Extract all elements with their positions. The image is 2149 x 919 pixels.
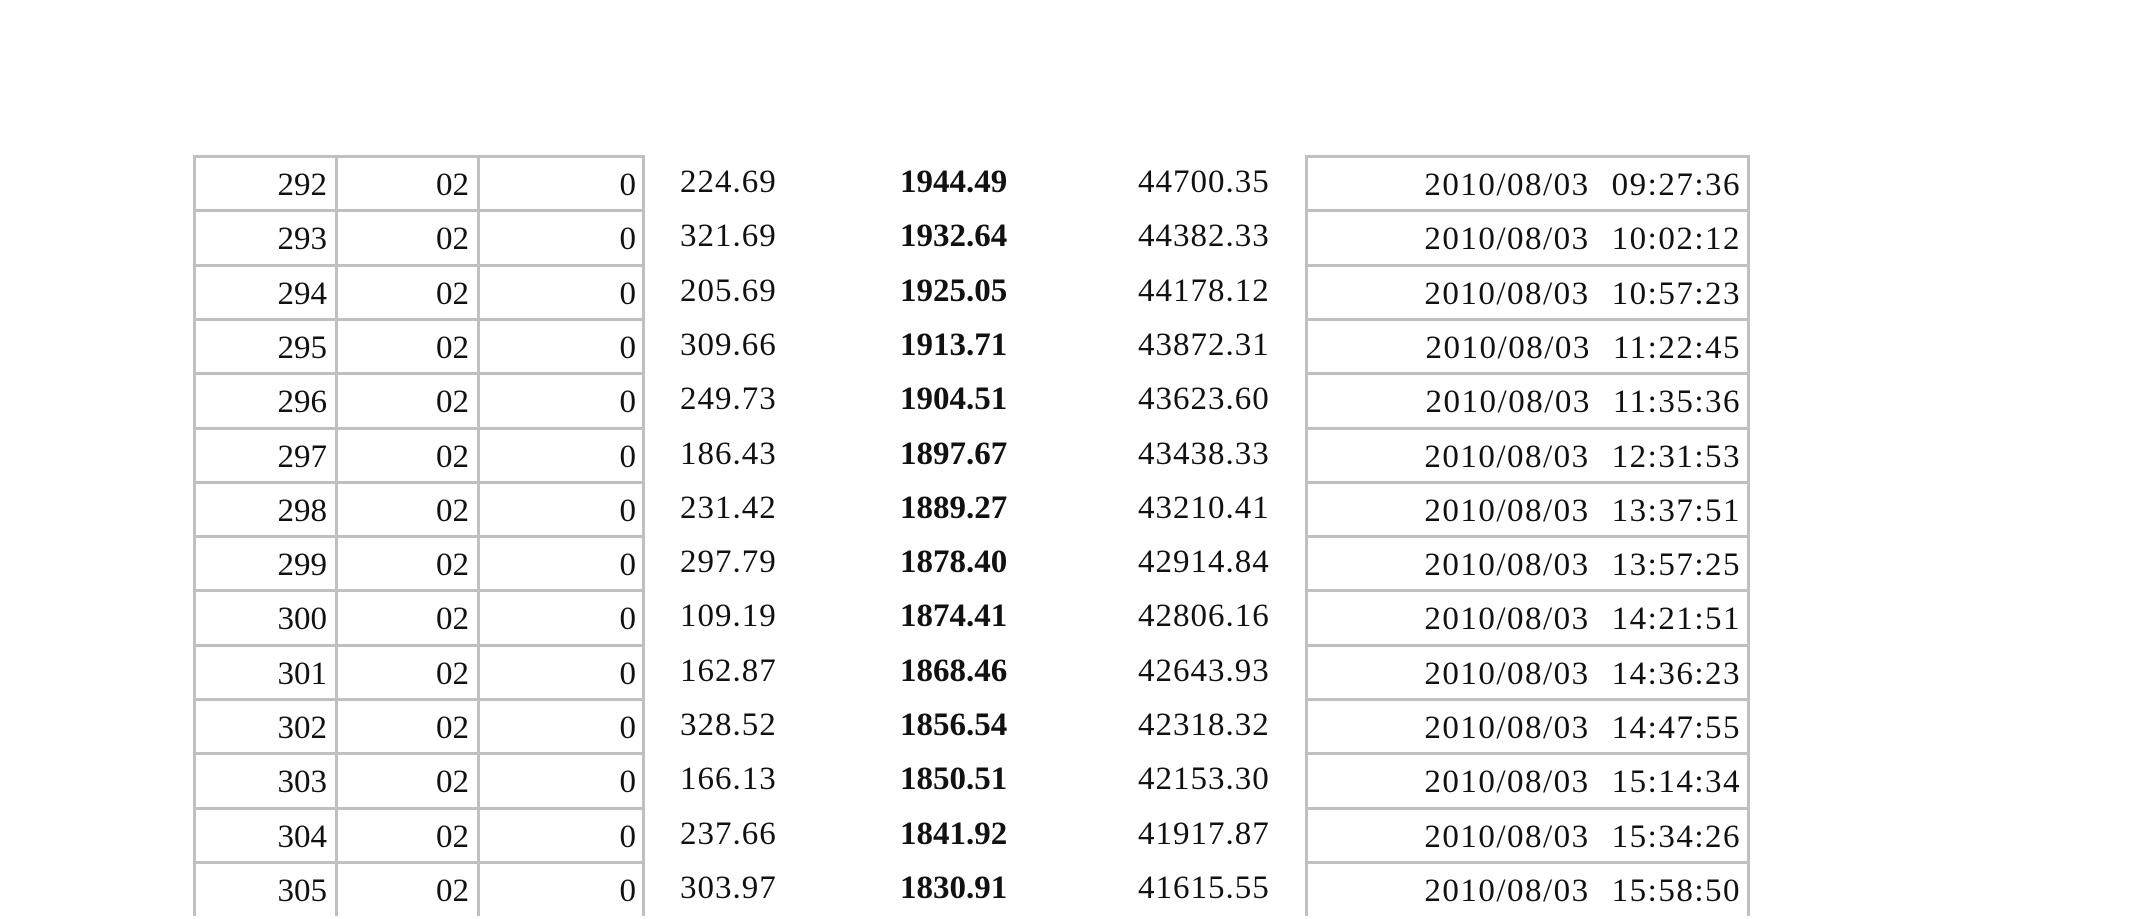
timestamp-time: 13:57:25	[1611, 547, 1741, 584]
cell-timestamp	[1305, 644, 1750, 699]
cell-value-b: 1850.51	[900, 761, 1008, 798]
timestamp-date: 2010/08/03	[1424, 818, 1590, 855]
cell-id: 293	[193, 209, 338, 264]
cell-value-c: 44382.33	[1138, 218, 1270, 255]
cell-timestamp	[1305, 318, 1750, 373]
cell-value-a: 249.73	[680, 381, 777, 418]
cell-value-a: 186.43	[680, 435, 777, 472]
timestamp-time: 14:47:55	[1611, 710, 1741, 746]
cell-flag: 0	[477, 589, 645, 644]
timestamp-date: 2010/08/03	[1424, 167, 1590, 203]
cell-code: 02	[335, 807, 480, 862]
cell-value-c: 42643.93	[1138, 652, 1270, 689]
table-row	[193, 372, 1893, 427]
cell-value-c: 42153.30	[1138, 761, 1270, 798]
timestamp-date: 2010/08/03	[1425, 384, 1591, 421]
cell-timestamp	[1305, 807, 1750, 862]
table-row	[193, 427, 1893, 482]
cell-id: 302	[193, 698, 338, 753]
cell-value-b: 1874.41	[900, 598, 1008, 635]
cell-timestamp	[1305, 372, 1750, 427]
table-row	[193, 535, 1893, 590]
cell-timestamp	[1305, 209, 1750, 264]
cell-value-b: 1841.92	[900, 815, 1008, 852]
timestamp-time: 15:34:26	[1611, 818, 1741, 855]
cell-timestamp	[1305, 155, 1750, 210]
timestamp-date: 2010/08/03	[1424, 438, 1590, 475]
table-row	[193, 481, 1893, 536]
cell-timestamp	[1305, 698, 1750, 753]
cell-code: 02	[335, 481, 480, 536]
cell-value-c: 42806.16	[1138, 598, 1270, 635]
cell-code: 02	[335, 318, 480, 373]
timestamp-date: 2010/08/03	[1424, 275, 1590, 312]
timestamp-date: 2010/08/03	[1424, 492, 1590, 529]
cell-timestamp	[1305, 481, 1750, 536]
cell-id: 298	[193, 481, 338, 536]
cell-value-a: 321.69	[680, 218, 777, 255]
timestamp-time: 14:21:51	[1611, 601, 1741, 638]
cell-flag: 0	[477, 644, 645, 699]
cell-value-a: 166.13	[680, 761, 777, 798]
cell-timestamp	[1305, 427, 1750, 482]
timestamp-time: 12:31:53	[1611, 438, 1741, 475]
cell-value-b: 1830.91	[900, 869, 1008, 906]
cell-id: 296	[193, 372, 338, 427]
cell-flag: 0	[477, 752, 645, 807]
cell-flag: 0	[477, 861, 645, 916]
timestamp-date: 2010/08/03	[1424, 872, 1590, 909]
cell-value-b: 1913.71	[900, 326, 1008, 363]
cell-value-c: 43872.31	[1138, 326, 1270, 363]
timestamp-date: 2010/08/03	[1424, 601, 1590, 638]
table-row	[193, 209, 1893, 264]
cell-value-c: 41917.87	[1138, 815, 1270, 852]
cell-value-a: 231.42	[680, 489, 777, 526]
cell-id: 305	[193, 861, 338, 916]
cell-flag: 0	[477, 372, 645, 427]
cell-flag: 0	[477, 318, 645, 373]
timestamp-date: 2010/08/03	[1424, 764, 1590, 801]
cell-value-a: 224.69	[680, 164, 777, 200]
cell-id: 295	[193, 318, 338, 373]
cell-code: 02	[335, 264, 480, 319]
cell-code: 02	[335, 698, 480, 753]
timestamp-date: 2010/08/03	[1424, 547, 1590, 584]
cell-value-b: 1932.64	[900, 218, 1008, 255]
timestamp-time: 15:14:34	[1611, 764, 1741, 801]
cell-flag: 0	[477, 427, 645, 482]
cell-code: 02	[335, 155, 480, 210]
cell-code: 02	[335, 209, 480, 264]
cell-timestamp	[1305, 264, 1750, 319]
table-row	[193, 589, 1893, 644]
cell-value-b: 1878.40	[900, 544, 1008, 581]
cell-id: 294	[193, 264, 338, 319]
timestamp-time: 11:35:36	[1612, 384, 1741, 421]
timestamp-date: 2010/08/03	[1425, 329, 1591, 366]
cell-value-a: 309.66	[680, 326, 777, 363]
cell-value-a: 328.52	[680, 707, 777, 743]
cell-value-c: 43438.33	[1138, 435, 1270, 472]
cell-value-b: 1944.49	[900, 164, 1008, 200]
cell-id: 299	[193, 535, 338, 590]
cell-code: 02	[335, 752, 480, 807]
cell-flag: 0	[477, 535, 645, 590]
timestamp-time: 14:36:23	[1611, 655, 1741, 692]
cell-timestamp	[1305, 861, 1750, 916]
table-row	[193, 861, 1893, 916]
timestamp-time: 10:02:12	[1611, 221, 1741, 258]
cell-value-a: 109.19	[680, 598, 777, 635]
cell-value-b: 1897.67	[900, 435, 1008, 472]
cell-code: 02	[335, 535, 480, 590]
cell-flag: 0	[477, 264, 645, 319]
data-table	[193, 155, 1893, 909]
cell-value-a: 303.97	[680, 869, 777, 906]
table-row	[193, 318, 1893, 373]
timestamp-date: 2010/08/03	[1424, 655, 1590, 692]
cell-id: 292	[193, 155, 338, 210]
cell-id: 304	[193, 807, 338, 862]
cell-value-c: 42318.32	[1138, 707, 1270, 743]
cell-value-a: 205.69	[680, 272, 777, 309]
cell-code: 02	[335, 427, 480, 482]
cell-value-c: 41615.55	[1138, 869, 1270, 906]
cell-timestamp	[1305, 752, 1750, 807]
cell-id: 300	[193, 589, 338, 644]
cell-value-c: 42914.84	[1138, 544, 1270, 581]
cell-flag: 0	[477, 481, 645, 536]
cell-value-c: 44178.12	[1138, 272, 1270, 309]
cell-code: 02	[335, 589, 480, 644]
cell-flag: 0	[477, 209, 645, 264]
cell-value-a: 237.66	[680, 815, 777, 852]
timestamp-time: 13:37:51	[1611, 492, 1741, 529]
cell-value-b: 1856.54	[900, 707, 1008, 743]
cell-value-c: 43623.60	[1138, 381, 1270, 418]
cell-value-c: 43210.41	[1138, 489, 1270, 526]
cell-value-a: 297.79	[680, 544, 777, 581]
cell-code: 02	[335, 861, 480, 916]
table-row	[193, 644, 1893, 699]
cell-id: 303	[193, 752, 338, 807]
cell-code: 02	[335, 644, 480, 699]
timestamp-date: 2010/08/03	[1424, 221, 1590, 258]
timestamp-time: 11:22:45	[1612, 329, 1741, 366]
table-row	[193, 264, 1893, 319]
cell-value-b: 1889.27	[900, 489, 1008, 526]
cell-value-b: 1868.46	[900, 652, 1008, 689]
table-row	[193, 155, 1893, 210]
timestamp-time: 10:57:23	[1611, 275, 1741, 312]
table-row	[193, 698, 1893, 753]
timestamp-date: 2010/08/03	[1424, 710, 1590, 746]
cell-flag: 0	[477, 698, 645, 753]
timestamp-time: 09:27:36	[1611, 167, 1741, 203]
table-row	[193, 752, 1893, 807]
cell-value-a: 162.87	[680, 652, 777, 689]
cell-timestamp	[1305, 535, 1750, 590]
cell-id: 297	[193, 427, 338, 482]
cell-value-b: 1904.51	[900, 381, 1008, 418]
cell-value-c: 44700.35	[1138, 164, 1270, 200]
cell-value-b: 1925.05	[900, 272, 1008, 309]
cell-timestamp	[1305, 589, 1750, 644]
cell-id: 301	[193, 644, 338, 699]
cell-flag: 0	[477, 807, 645, 862]
cell-code: 02	[335, 372, 480, 427]
timestamp-time: 15:58:50	[1611, 872, 1741, 909]
cell-flag: 0	[477, 155, 645, 210]
table-row	[193, 807, 1893, 862]
